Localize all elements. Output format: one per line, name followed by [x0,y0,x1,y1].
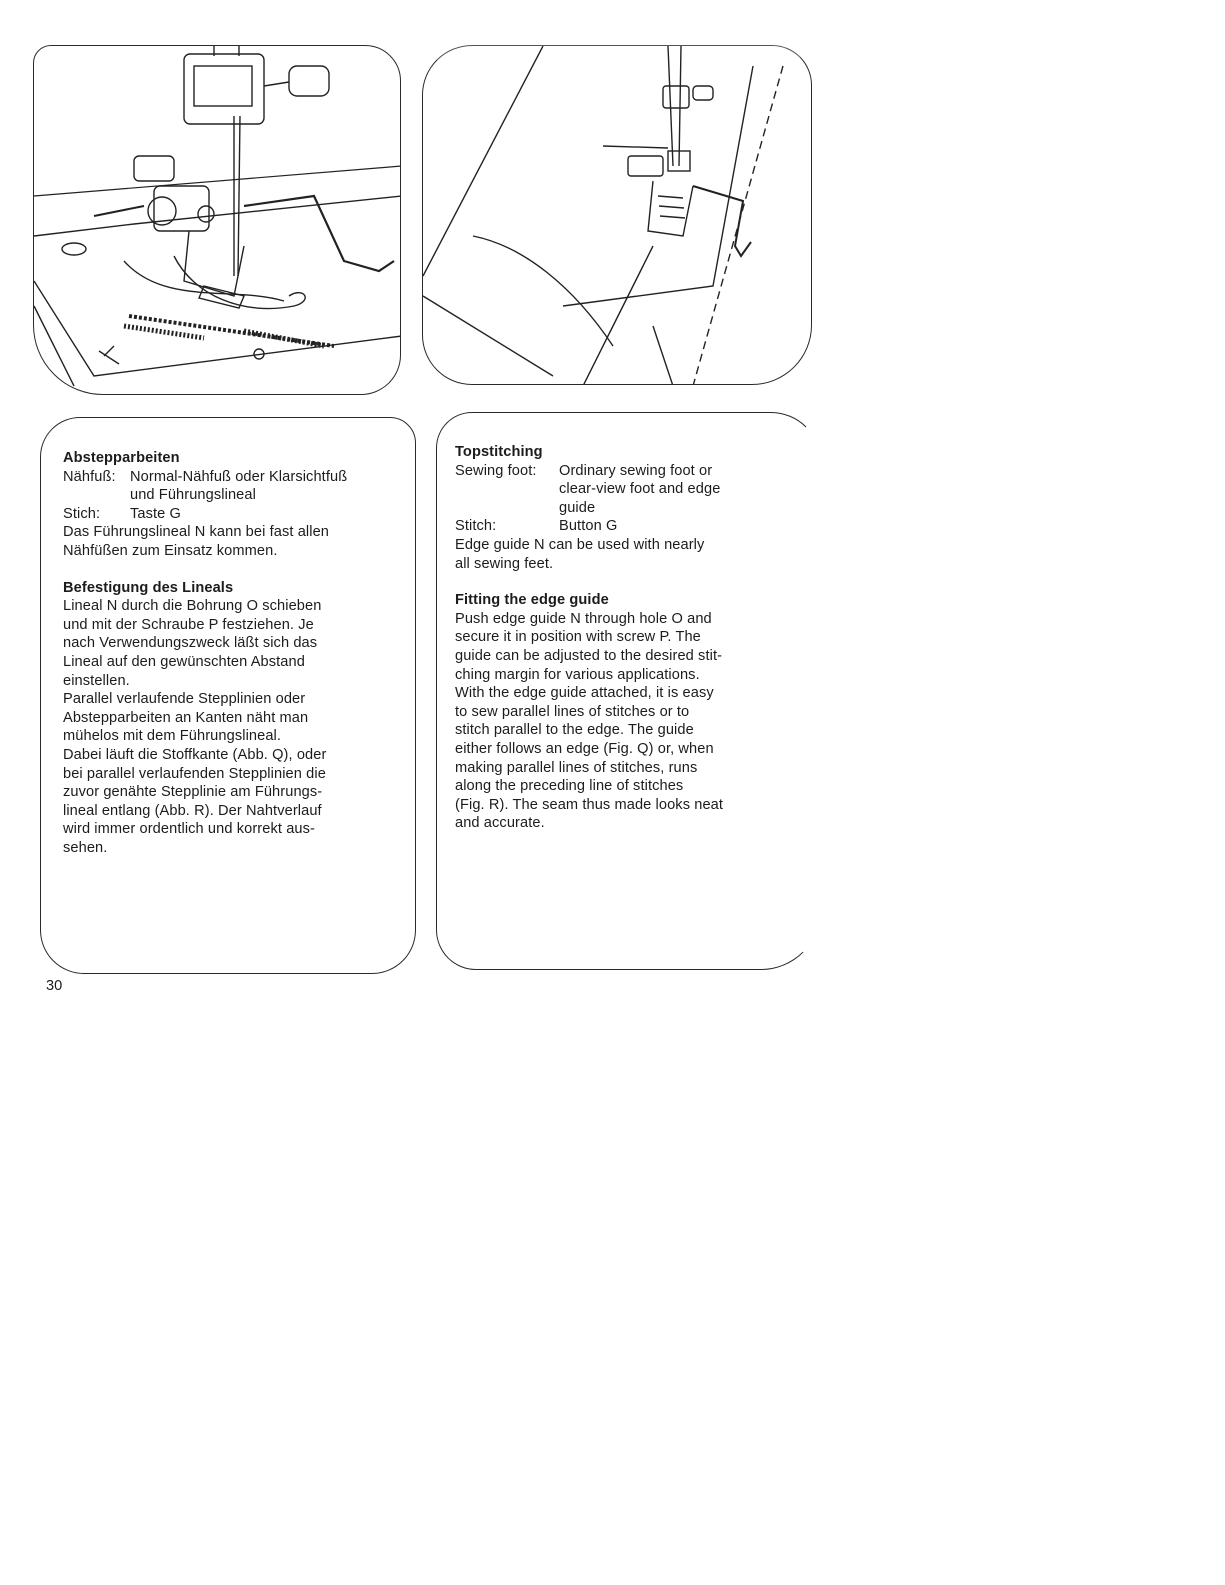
english-stitch-row [455,517,810,536]
english-text-block [455,443,810,833]
english-body-line: With the edge guide attached, it is easy [455,685,714,702]
german-body-line: Parallel verlaufende Stepplinien oder [63,691,306,708]
english-foot-value-3: guide [559,499,596,516]
german-body-line: mühelos mit dem Führungslineal. [63,728,282,745]
english-body-line: making parallel lines of stitches, runs [455,759,698,776]
presser-foot-edge-guide-drawing [34,46,401,395]
english-heading: Topstitching [455,444,543,460]
german-instructions-panel [40,417,416,974]
german-heading: Abstepparbeiten [63,450,180,466]
german-body-line: einstellen. [63,672,130,689]
german-text-block [63,449,408,857]
german-body-line: zuvor genähte Stepplinie am Führungs- [63,784,323,801]
english-foot-value-1: Ordinary sewing foot or [559,462,713,479]
english-body-line: and accurate. [455,815,545,832]
german-subheading: Befestigung des Lineals [63,579,234,596]
english-stitch-value: Button G [559,518,618,535]
english-foot-label: Sewing foot: [455,462,537,479]
english-body-line: (Fig. R). The seam thus made looks neat [455,796,724,813]
figure-q-illustration [33,45,401,395]
english-body-line: either follows an edge (Fig. Q) or, when [455,740,714,757]
german-foot-value-2: und Führungslineal [130,487,256,504]
german-body-line: bei parallel verlaufenden Stepplinien die [63,765,326,782]
english-body-line: ching margin for various applications. [455,666,700,683]
edge-guide-fabric-drawing [423,46,812,385]
english-body-line: stitch parallel to the edge. The guide [455,722,694,739]
english-body-line: Push edge guide N through hole O and [455,610,712,627]
german-intro-line: Nähfüßen zum Einsatz kommen. [63,542,278,559]
english-stitch-label: Stitch: [455,518,497,535]
english-instructions-panel [436,412,821,970]
german-body-line: sehen. [63,839,108,856]
german-stitch-value: Taste G [130,505,181,522]
english-body-line: to sew parallel lines of stitches or to [455,703,690,720]
german-body-line: Abstepparbeiten an Kanten näht man [63,709,309,726]
english-intro-line: Edge guide N can be used with nearly [455,536,705,553]
german-body-line: Lineal N durch die Bohrung O schieben [63,598,322,615]
german-foot-value-1: Normal-Nähfuß oder Klarsichtfuß [130,468,348,485]
german-body-line: und mit der Schraube P festziehen. Je [63,616,314,633]
german-body-line: Dabei läuft die Stoffkante (Abb. Q), oder [63,746,327,763]
german-body-line: wird immer ordentlich und korrekt aus- [63,821,315,838]
german-body-line: nach Verwendungszweck läßt sich das [63,635,318,652]
german-foot-row [63,468,408,487]
english-subheading: Fitting the edge guide [455,592,609,609]
german-body-line: Lineal auf den gewünschten Abstand [63,653,305,670]
english-foot-row [455,462,810,481]
german-intro-line: Das Führungslineal N kann bei fast allen [63,524,330,541]
figure-r-illustration [422,45,812,385]
german-body-line: lineal entlang (Abb. R). Der Nahtverlauf [63,802,322,819]
german-foot-label: Nähfuß: [63,468,116,485]
english-body-line: secure it in position with screw P. The [455,629,701,646]
english-intro-line: all sewing feet. [455,555,554,572]
page-number: 30 [46,978,63,994]
german-stitch-row [63,505,408,524]
english-body-line: along the preceding line of stitches [455,778,684,795]
english-body-line: guide can be adjusted to the desired stit- [455,647,723,664]
english-foot-value-2: clear-view foot and edge [559,481,721,498]
german-stitch-label: Stich: [63,505,101,522]
